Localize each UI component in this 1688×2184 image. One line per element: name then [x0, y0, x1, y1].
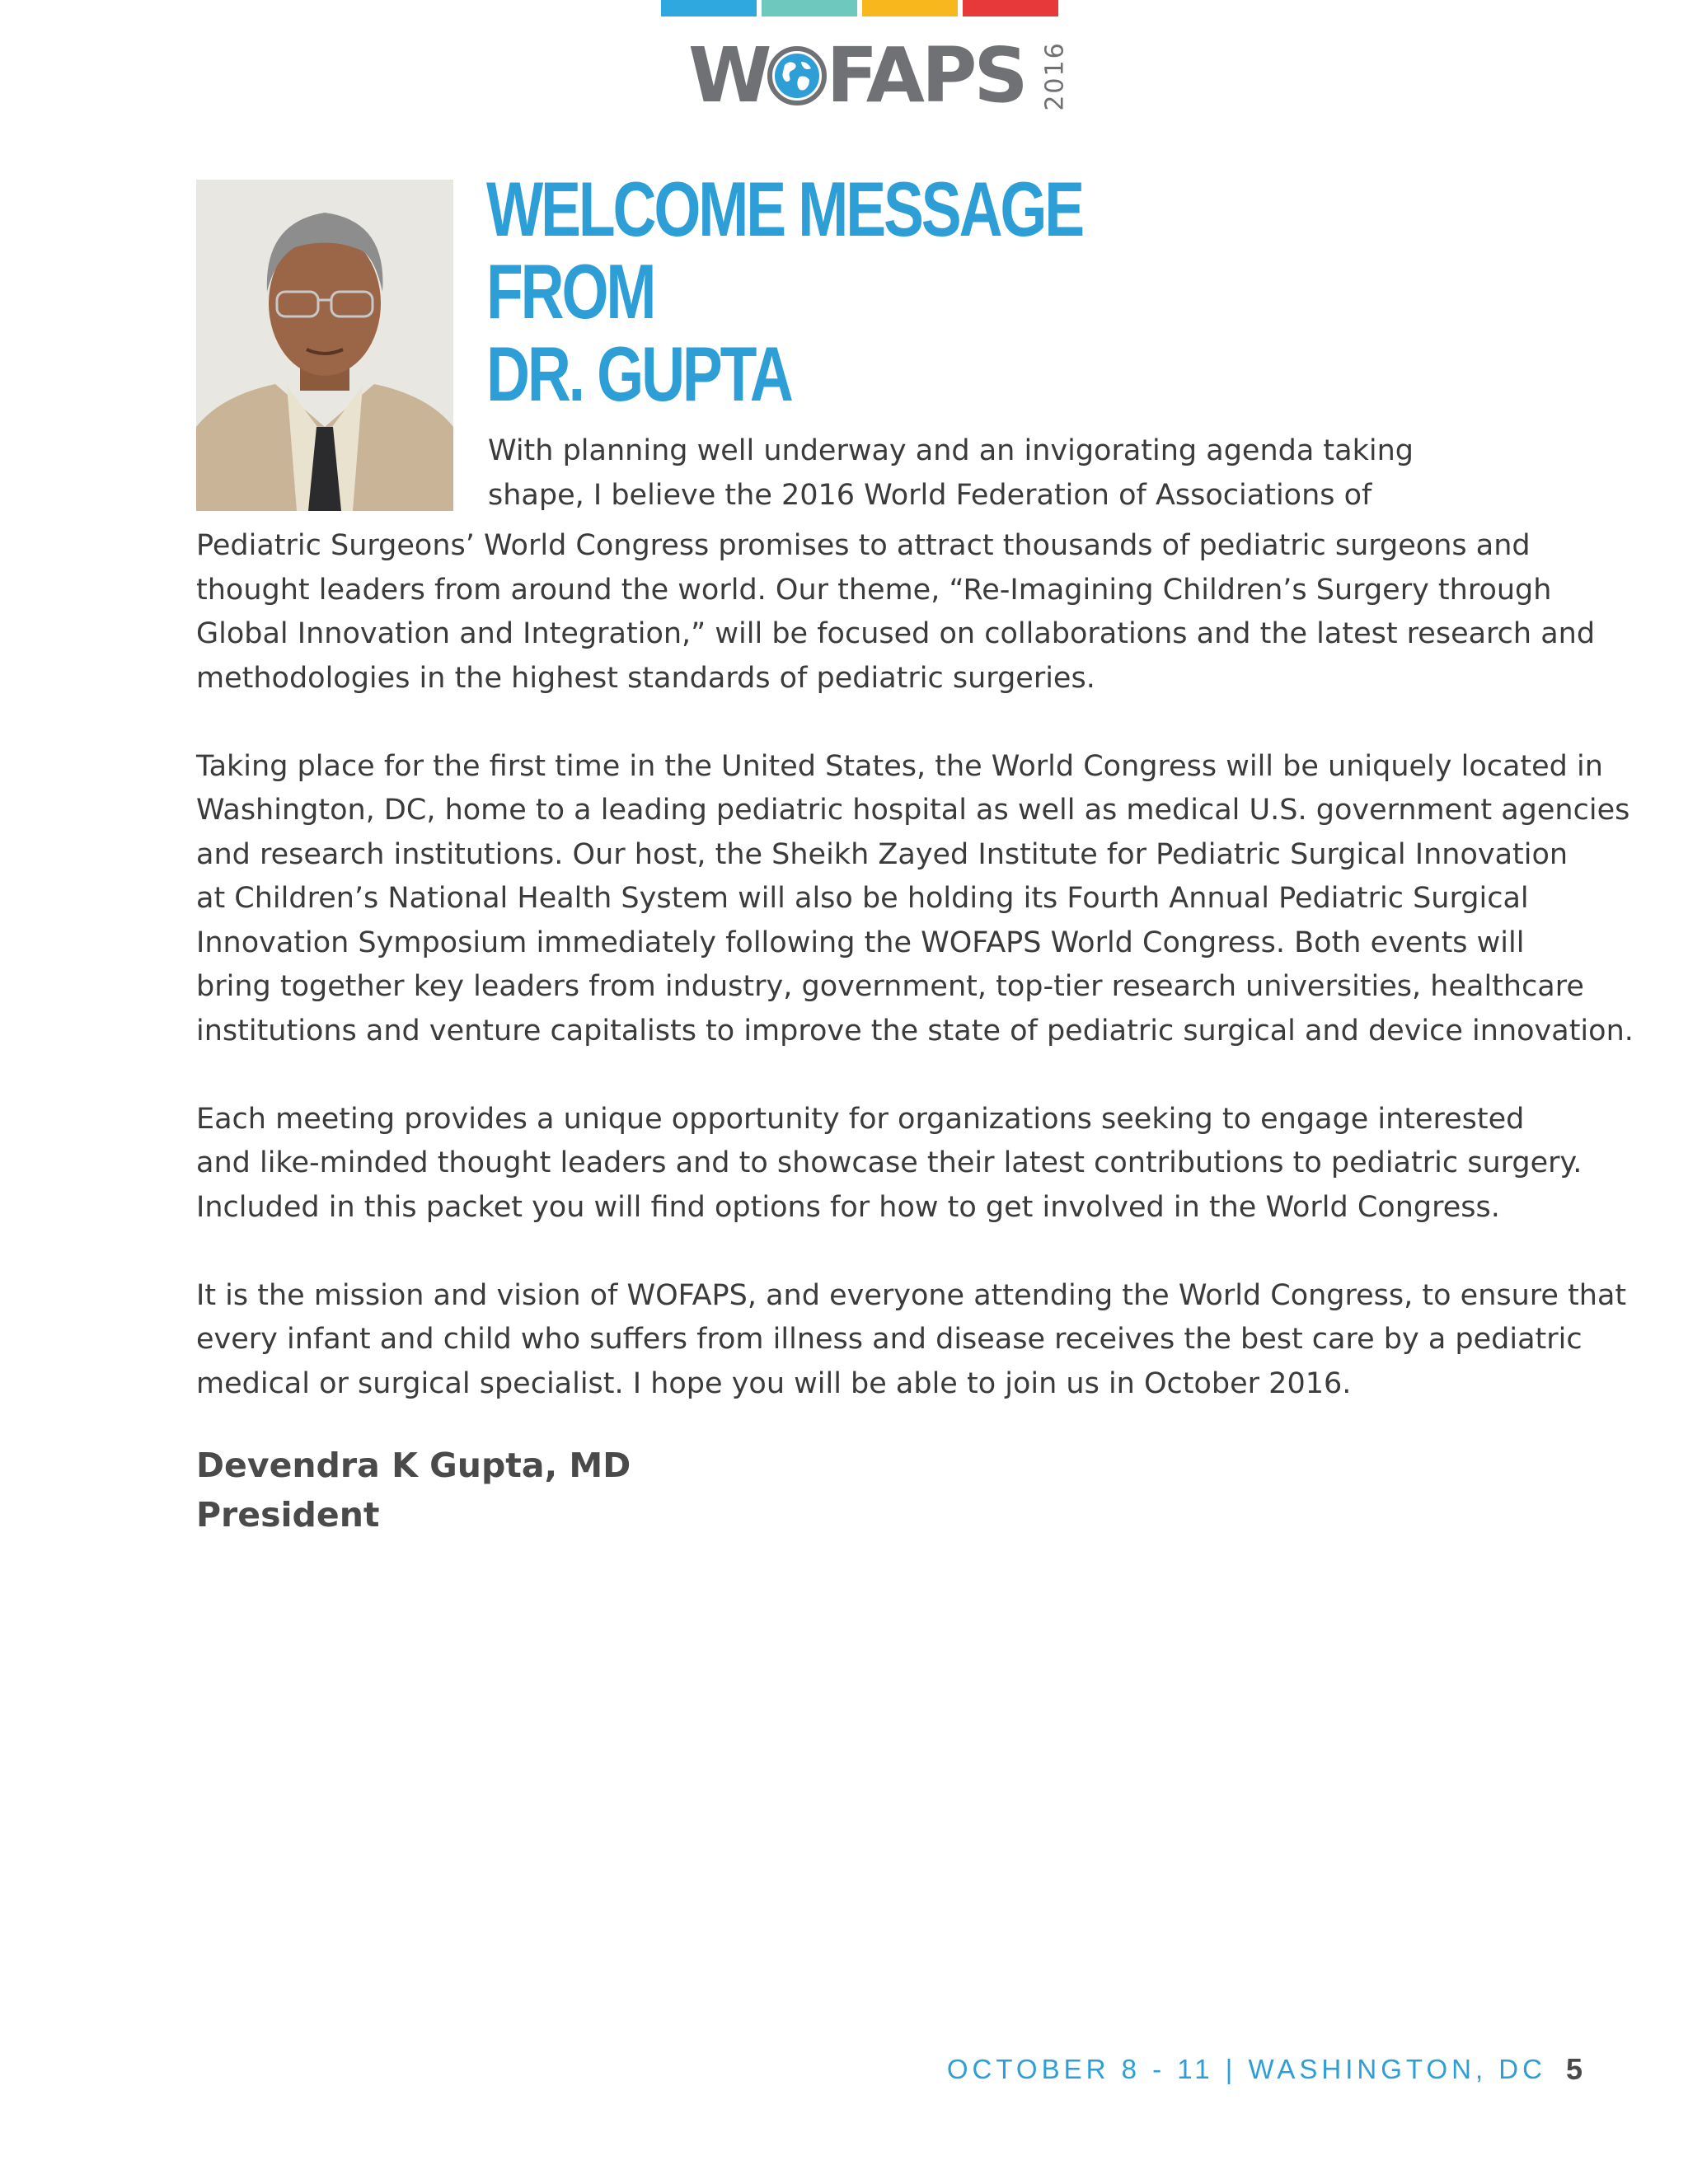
letter-body	[196, 524, 1634, 1451]
logo-year: 2016	[1040, 40, 1070, 111]
intro-line-2: shape, I believe the 2016 World Federation of Associations of	[488, 479, 1372, 512]
color-bar-teal	[762, 0, 857, 16]
portrait-photo	[196, 180, 453, 511]
paragraph-line: at Children’s National Health System will also be holding its Fourth Annual Pediatric Surgical	[196, 882, 1529, 915]
paragraph-1	[196, 524, 1596, 701]
title-line-2: DR. GUPTA	[486, 330, 791, 417]
page-title	[486, 168, 1129, 415]
color-bar-red	[963, 0, 1058, 16]
paragraph-line: thought leaders from around the world. Our theme, “Re-Imagining Children’s Surgery through	[196, 573, 1552, 607]
wofaps-logo	[688, 31, 1070, 120]
paragraph-line: Included in this packet you will find options for how to get involved in the World Congress.	[196, 1190, 1500, 1224]
logo-text-left: W	[688, 31, 769, 120]
signature-name: Devendra K Gupta, MD	[196, 1446, 631, 1485]
paragraph-line: medical or surgical specialist. I hope you will be able to join us in October 2016.	[196, 1366, 1352, 1400]
paragraph-line: every infant and child who suffers from illness and disease receives the best care by a pediatric	[196, 1323, 1582, 1356]
logo-wordmark	[688, 31, 1025, 120]
paragraph-line: bring together key leaders from industry, government, top-tier research universities, healthcare	[196, 970, 1584, 1003]
color-bar-blue	[661, 0, 757, 16]
logo-text-right: FAPS	[826, 31, 1025, 120]
signature-block	[196, 1441, 631, 1540]
paragraph-3	[196, 1098, 1582, 1230]
paragraph-line: methodologies in the highest standards of pediatric surgeries.	[196, 661, 1095, 695]
paragraph-line: Taking place for the first time in the United States, the World Congress will be uniquely located in	[196, 749, 1603, 783]
paragraph-4	[196, 1274, 1627, 1407]
paragraph-line: Pediatric Surgeons’ World Congress promises to attract thousands of pediatric surgeons and	[196, 529, 1531, 562]
paragraph-line: It is the mission and vision of WOFAPS, and everyone attending the World Congress, to ensure that	[196, 1278, 1627, 1312]
footer-event-info: OCTOBER 8 - 11 | WASHINGTON, DC	[946, 2054, 1546, 2084]
intro-text	[488, 429, 1414, 518]
portrait-image	[196, 180, 453, 511]
paragraph-line: institutions and venture capitalists to improve the state of pediatric surgical and device innovation.	[196, 1014, 1634, 1047]
paragraph-line: and like-minded thought leaders and to showcase their latest contributions to pediatric surgery.	[196, 1146, 1582, 1179]
paragraph-line: and research institutions. Our host, the Sheikh Zayed Institute for Pediatric Surgical Innovation	[196, 837, 1568, 871]
page-footer	[947, 2052, 1582, 2087]
intro-line-1: With planning well underway and an invigorating agenda taking	[488, 434, 1414, 467]
paragraph-line: Washington, DC, home to a leading pediatric hospital as well as medical U.S. government agencies	[196, 794, 1630, 827]
paragraph-line: Each meeting provides a unique opportunity for organizations seeking to engage interested	[196, 1102, 1525, 1136]
globe-icon	[767, 45, 828, 106]
signature-role: President	[196, 1495, 380, 1535]
paragraph-2	[196, 745, 1634, 1054]
paragraph-line: Innovation Symposium immediately following the WOFAPS World Congress. Both events will	[196, 926, 1525, 959]
title-line-1: WELCOME MESSAGE FROM	[486, 166, 1083, 335]
color-bar-yellow	[862, 0, 958, 16]
paragraph-line: Global Innovation and Integration,” will be focused on collaborations and the latest research and	[196, 617, 1596, 650]
color-bar	[661, 0, 1060, 16]
page-number: 5	[1565, 2052, 1582, 2086]
